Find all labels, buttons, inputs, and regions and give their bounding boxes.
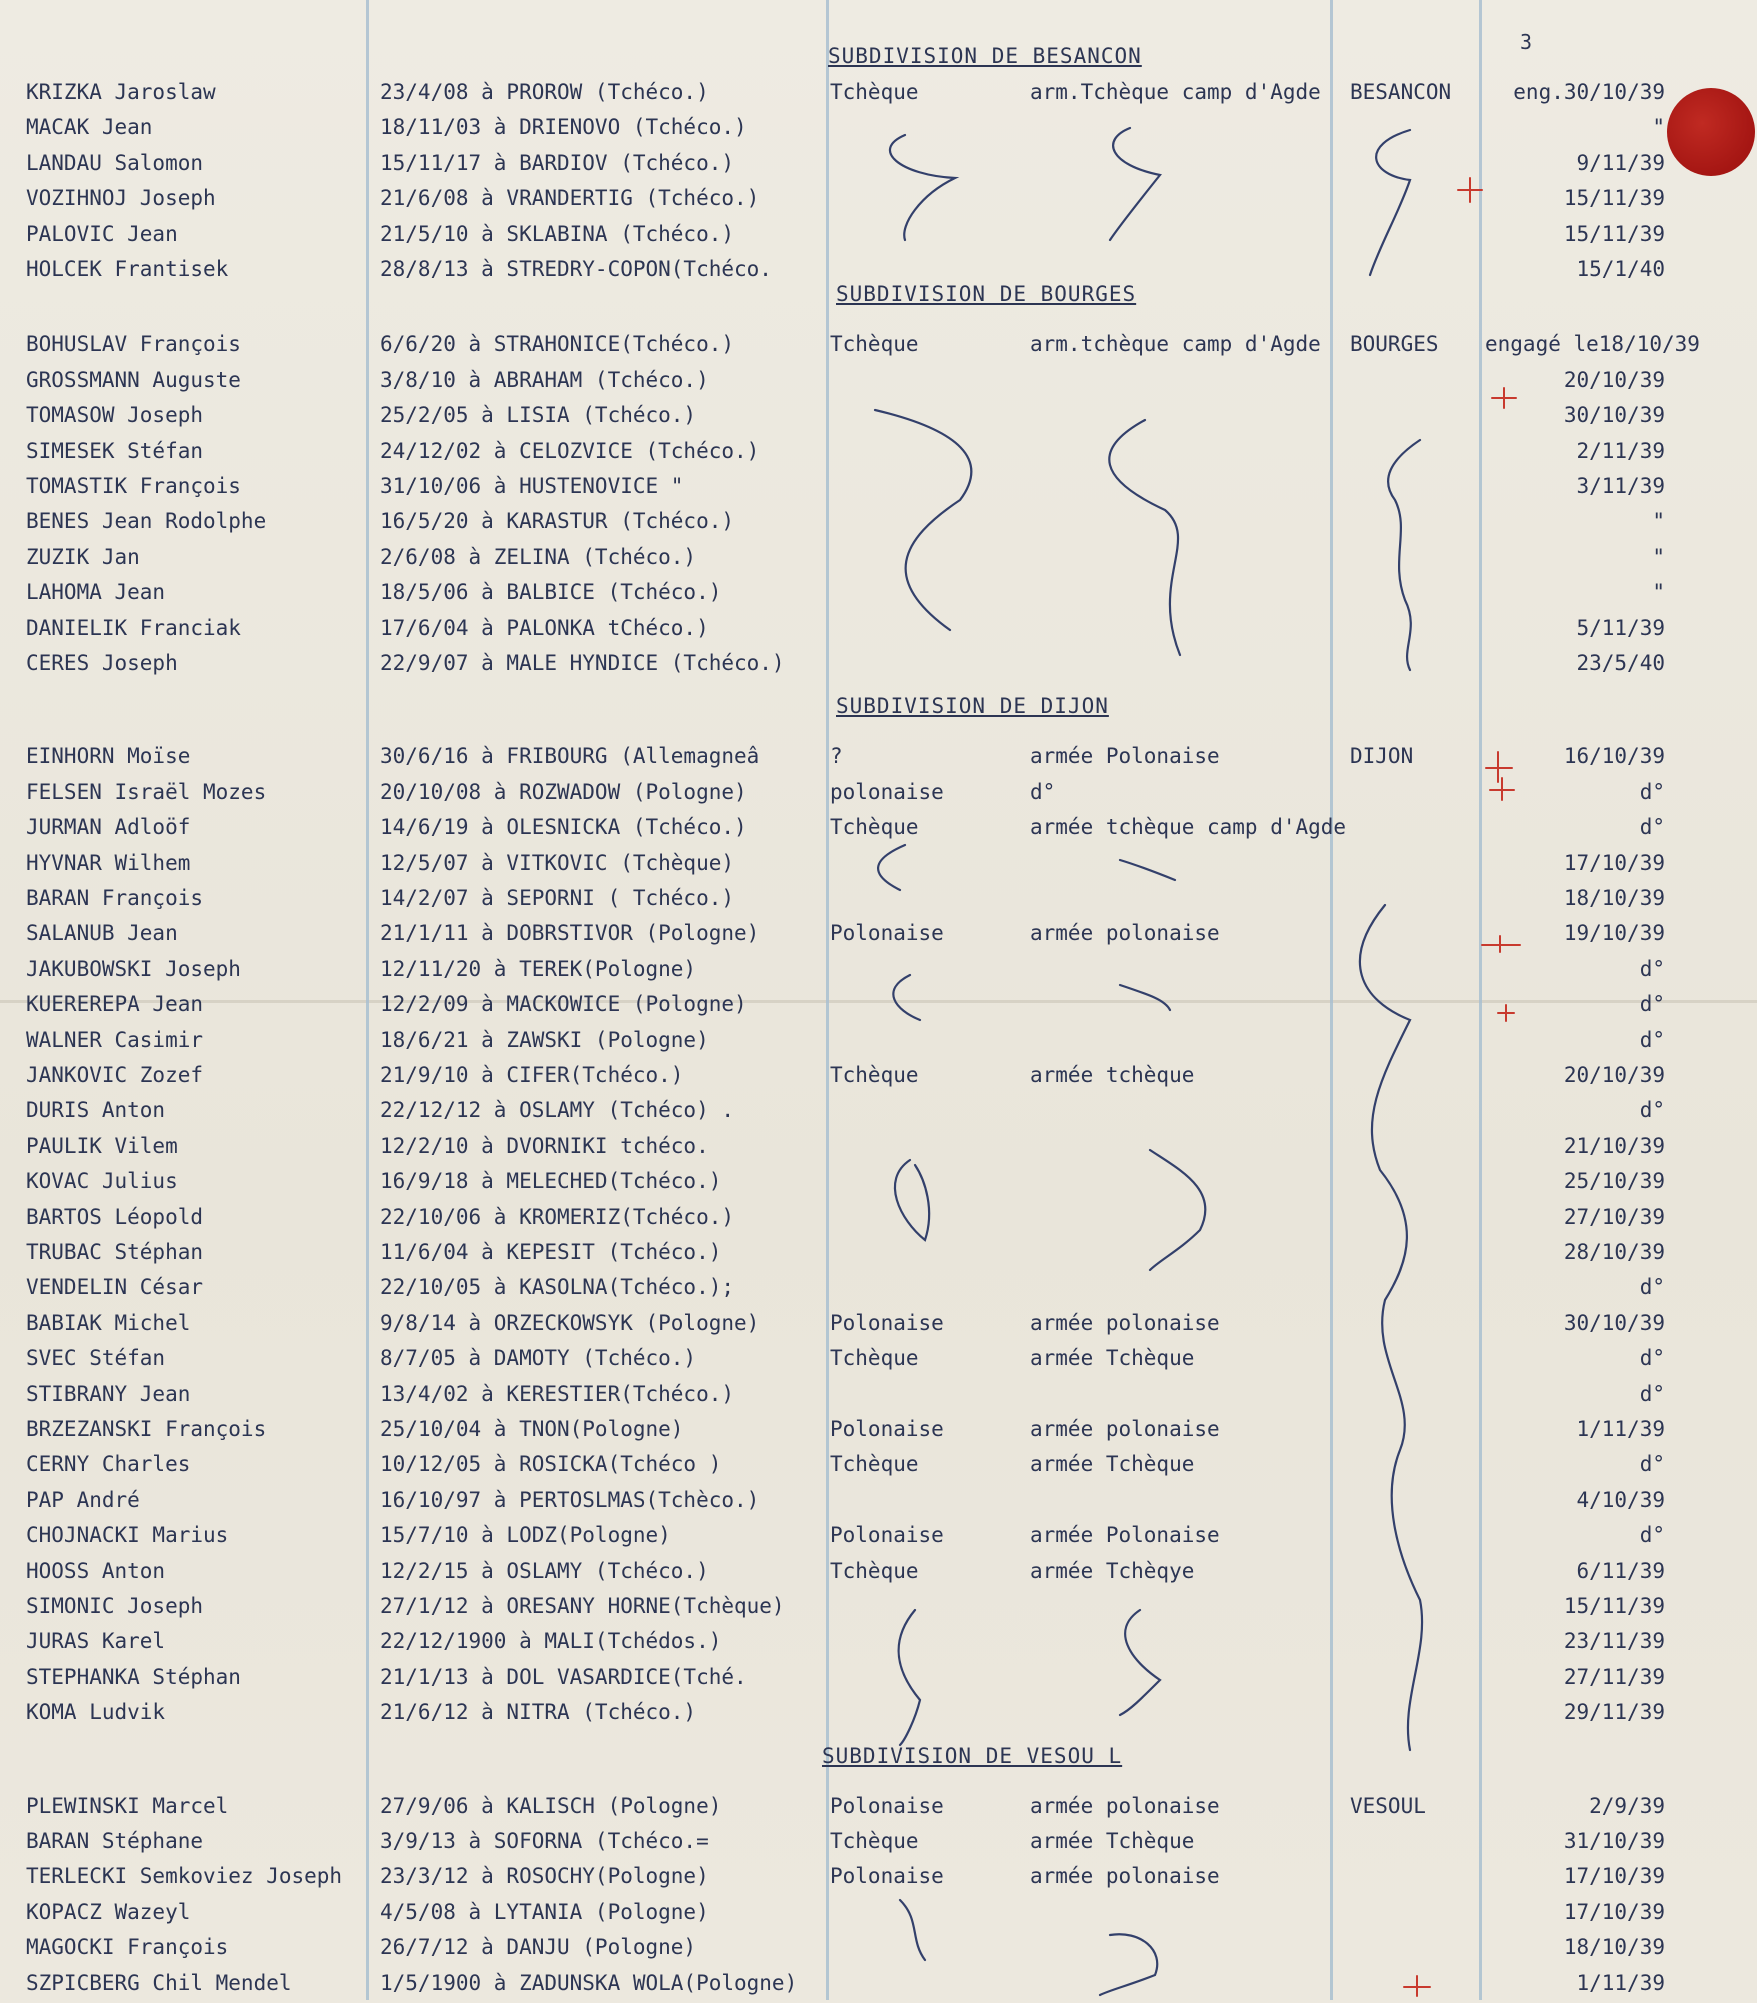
enlistment-date: d° [1639,992,1665,1016]
enlistment-date: 28/10/39 [1563,1240,1665,1264]
person-name: JAKUBOWSKI Joseph [26,957,241,981]
army-assignment: armée polonaise [1030,1417,1220,1441]
enlistment-date: 6/11/39 [1576,1559,1665,1583]
nationality: Tchèque [830,1829,919,1853]
person-name: BARAN Stéphane [26,1829,204,1853]
nationality: Polonaise [830,1311,944,1335]
birth-info: 30/6/16 à FRIBOURG (Allemagneâ [380,744,760,768]
ditto-squiggle [1388,440,1420,670]
person-name: FELSEN Israël Mozes [26,780,267,804]
person-name: BARTOS Léopold [26,1205,204,1229]
enlistment-date: 19/10/39 [1563,921,1665,945]
enlistment-date: " [1652,545,1665,569]
ditto-squiggle [1100,1934,1157,1995]
person-name: KUEREREPA Jean [26,992,204,1016]
person-name: SALANUB Jean [26,921,178,945]
birth-info: 22/12/1900 à MALI(Tchédos.) [380,1629,722,1653]
birth-info: 17/6/04 à PALONKA tChéco.) [380,616,709,640]
person-name: BRZEZANSKI François [26,1417,267,1441]
enlistment-date: 1/11/39 [1576,1971,1665,1995]
enlistment-date: d° [1639,1098,1665,1122]
birth-info: 21/5/10 à SKLABINA (Tchéco.) [380,222,735,246]
enlistment-date: 15/11/39 [1563,186,1665,210]
person-name: PALOVIC Jean [26,222,178,246]
person-name: CHOJNACKI Marius [26,1523,229,1547]
army-assignment: armée Polonaise [1030,744,1220,768]
birth-info: 12/2/10 à DVORNIKI tchéco. [380,1134,709,1158]
birth-info: 25/10/04 à TNON(Pologne) [380,1417,684,1441]
person-name: VENDELIN César [26,1275,204,1299]
nationality: Tchèque [830,1559,919,1583]
nationality: Tchèque [830,1452,919,1476]
birth-info: 28/8/13 à STREDRY-COPON(Tchéco. [380,257,772,281]
army-assignment: armée tchèque camp d'Agde [1030,815,1347,839]
birth-info: 12/2/09 à MACKOWICE (Pologne) [380,992,747,1016]
person-name: HOLCEK Frantisek [26,257,229,281]
section-header: SUBDIVISION DE VESOU L [822,1743,1123,1768]
army-assignment: armée Polonaise [1030,1523,1220,1547]
enlistment-date: " [1652,509,1665,533]
birth-info: 18/5/06 à BALBICE (Tchéco.) [380,580,722,604]
enlistment-date: eng.30/10/39 [1513,80,1665,104]
enlistment-date: 18/10/39 [1563,1935,1665,1959]
person-name: HYVNAR Wilhem [26,851,191,875]
person-name: KOVAC Julius [26,1169,178,1193]
birth-info: 21/1/11 à DOBRSTIVOR (Pologne) [380,921,760,945]
enlistment-date: 3/11/39 [1576,474,1665,498]
nationality: Tchèque [830,80,919,104]
birth-info: 22/10/06 à KROMERIZ(Tchéco.) [380,1205,735,1229]
enlistment-date: " [1652,115,1665,139]
person-name: PAULIK Vilem [26,1134,178,1158]
person-name: TERLECKI Semkoviez Joseph [26,1864,343,1888]
enlistment-date: d° [1639,957,1665,981]
ditto-squiggle [895,1160,929,1240]
red-cross-mark [1486,752,1512,782]
enlistment-date: 15/11/39 [1563,222,1665,246]
birth-info: 1/5/1900 à ZADUNSKA WOLA(Pologne) [380,1971,798,1995]
page-number: 3 [1520,30,1533,54]
enlistment-date: 16/10/39 [1563,744,1665,768]
birth-info: 24/12/02 à CELOZVICE (Tchéco.) [380,439,760,463]
birth-info: 15/7/10 à LODZ(Pologne) [380,1523,671,1547]
birth-info: 23/3/12 à ROSOCHY(Pologne) [380,1864,709,1888]
enlistment-date: 21/10/39 [1563,1134,1665,1158]
enlistment-date: 15/11/39 [1563,1594,1665,1618]
army-assignment: armée Tchèqye [1030,1559,1195,1583]
nationality: Tchèque [830,1346,919,1370]
person-name: JURAS Karel [26,1629,166,1653]
enlistment-date: 31/10/39 [1563,1829,1665,1853]
enlistment-date: 17/10/39 [1563,1900,1665,1924]
subdivision-city: VESOUL [1350,1794,1426,1818]
birth-info: 25/2/05 à LISIA (Tchéco.) [380,403,697,427]
nationality: polonaise [830,780,944,804]
birth-info: 14/2/07 à SEPORNI ( Tchéco.) [380,886,735,910]
army-assignment: armée polonaise [1030,1794,1220,1818]
red-cross-mark [1498,1005,1514,1021]
nationality: Polonaise [830,1417,944,1441]
birth-info: 16/5/20 à KARASTUR (Tchéco.) [380,509,735,533]
enlistment-date: 5/11/39 [1576,616,1665,640]
birth-info: 21/6/12 à NITRA (Tchéco.) [380,1700,697,1724]
birth-info: 16/10/97 à PERTOSLMAS(Tchèco.) [380,1488,760,1512]
enlistment-date: 20/10/39 [1563,1063,1665,1087]
nationality: Polonaise [830,1794,944,1818]
person-name: LAHOMA Jean [26,580,166,604]
birth-info: 21/6/08 à VRANDERTIG (Tchéco.) [380,186,760,210]
ditto-squiggle [878,845,905,890]
subdivision-city: BESANCON [1350,80,1452,104]
person-name: SIMESEK Stéfan [26,439,204,463]
ditto-squiggle [1120,1610,1160,1715]
red-cross-mark [1490,778,1514,800]
birth-info: 21/9/10 à CIFER(Tchéco.) [380,1063,684,1087]
person-name: JANKOVIC Zozef [26,1063,204,1087]
army-assignment: armée polonaise [1030,1311,1220,1335]
army-assignment: armée tchèque [1030,1063,1195,1087]
enlistment-date: 15/1/40 [1576,257,1665,281]
ditto-squiggle [1110,128,1160,240]
person-name: WALNER Casimir [26,1028,204,1052]
enlistment-date: 2/9/39 [1589,1794,1665,1818]
enlistment-date: 30/10/39 [1563,1311,1665,1335]
birth-info: 14/6/19 à OLESNICKA (Tchéco.) [380,815,747,839]
birth-info: 18/6/21 à ZAWSKI (Pologne) [380,1028,709,1052]
ditto-squiggle [1360,905,1422,1750]
army-assignment: armée Tchèque [1030,1346,1195,1370]
ditto-squiggle [893,975,920,1020]
enlistment-date: 1/11/39 [1576,1417,1665,1441]
nationality: Tchèque [830,815,919,839]
enlistment-date: 17/10/39 [1563,1864,1665,1888]
enlistment-date: d° [1639,1382,1665,1406]
person-name: EINHORN Moïse [26,744,191,768]
birth-info: 3/8/10 à ABRAHAM (Tchéco.) [380,368,709,392]
birth-info: 3/9/13 à SOFORNA (Tchéco.= [380,1829,709,1853]
ditto-squiggle [890,135,955,240]
person-name: TRUBAC Stéphan [26,1240,204,1264]
person-name: MAGOCKI François [26,1935,229,1959]
person-name: KRIZKA Jaroslaw [26,80,216,104]
birth-info: 10/12/05 à ROSICKA(Tchéco ) [380,1452,722,1476]
person-name: CERES Joseph [26,651,178,675]
nationality: Polonaise [830,1523,944,1547]
birth-info: 26/7/12 à DANJU (Pologne) [380,1935,697,1959]
person-name: DANIELIK Franciak [26,616,241,640]
birth-info: 12/11/20 à TEREK(Pologne) [380,957,697,981]
person-name: TOMASOW Joseph [26,403,204,427]
ditto-squiggle [1370,130,1410,275]
red-cross-mark [1482,936,1520,952]
enlistment-date: 27/11/39 [1563,1665,1665,1689]
enlistment-date: 23/11/39 [1563,1629,1665,1653]
birth-info: 27/9/06 à KALISCH (Pologne) [380,1794,722,1818]
army-assignment: armée Tchèque [1030,1829,1195,1853]
enlistment-date: 29/11/39 [1563,1700,1665,1724]
nationality: Tchèque [830,1063,919,1087]
person-name: HOOSS Anton [26,1559,166,1583]
person-name: VOZIHNOJ Joseph [26,186,216,210]
army-assignment: armée polonaise [1030,921,1220,945]
nationality: Polonaise [830,1864,944,1888]
person-name: BABIAK Michel [26,1311,191,1335]
enlistment-date: d° [1639,780,1665,804]
enlistment-date: d° [1639,1346,1665,1370]
person-name: BOHUSLAV François [26,332,241,356]
enlistment-date: d° [1639,1523,1665,1547]
army-assignment: arm.Tchèque camp d'Agde [1030,80,1321,104]
person-name: MACAK Jean [26,115,153,139]
enlistment-date: " [1652,580,1665,604]
birth-info: 27/1/12 à ORESANY HORNE(Tchèque) [380,1594,785,1618]
enlistment-date: 9/11/39 [1576,151,1665,175]
ditto-squiggle [900,1900,925,1960]
birth-info: 6/6/20 à STRAHONICE(Tchéco.) [380,332,735,356]
nationality: Tchèque [830,332,919,356]
section-header: SUBDIVISION DE DIJON [836,694,1109,719]
enlistment-date: 2/11/39 [1576,439,1665,463]
birth-info: 31/10/06 à HUSTENOVICE " [380,474,684,498]
birth-info: 11/6/04 à KEPESIT (Tchéco.) [380,1240,722,1264]
enlistment-date: d° [1639,1452,1665,1476]
person-name: JURMAN Adloöf [26,815,191,839]
birth-info: 12/5/07 à VITKOVIC (Tchèque) [380,851,735,875]
ditto-squiggle [875,410,971,630]
enlistment-date: engagé le18/10/39 [1485,332,1700,356]
enlistment-date: 20/10/39 [1563,368,1665,392]
person-name: LANDAU Salomon [26,151,204,175]
enlistment-date: 25/10/39 [1563,1169,1665,1193]
section-header: SUBDIVISION DE BESANCON [828,44,1142,68]
birth-info: 2/6/08 à ZELINA (Tchéco.) [380,545,697,569]
birth-info: 12/2/15 à OSLAMY (Tchéco.) [380,1559,709,1583]
person-name: KOPACZ Wazeyl [26,1900,191,1924]
enlistment-date: 23/5/40 [1576,651,1665,675]
birth-info: 22/10/05 à KASOLNA(Tchéco.); [380,1275,735,1299]
birth-info: 4/5/08 à LYTANIA (Pologne) [380,1900,709,1924]
birth-info: 9/8/14 à ORZECKOWSYK (Pologne) [380,1311,760,1335]
birth-info: 22/12/12 à OSLAMY (Tchéco) . [380,1098,735,1122]
red-cross-mark [1404,1976,1430,1996]
birth-info: 18/11/03 à DRIENOVO (Tchéco.) [380,115,747,139]
person-name: TOMASTIK François [26,474,241,498]
ditto-squiggle [1109,420,1180,655]
section-header: SUBDIVISION DE BOURGES [836,282,1137,307]
birth-info: 16/9/18 à MELECHED(Tchéco.) [380,1169,722,1193]
army-assignment: d° [1030,780,1056,804]
nationality: ? [830,744,843,768]
birth-info: 23/4/08 à PROROW (Tchéco.) [380,80,709,104]
person-name: SIMONIC Joseph [26,1594,204,1618]
enlistment-date: 17/10/39 [1563,851,1665,875]
birth-info: 20/10/08 à ROZWADOW (Pologne) [380,780,747,804]
ditto-squiggle [1120,860,1175,880]
red-cross-mark [1492,388,1516,408]
enlistment-date: 27/10/39 [1563,1205,1665,1229]
ditto-squiggle [1120,985,1170,1010]
person-name: ZUZIK Jan [26,545,140,569]
enlistment-date: d° [1639,1028,1665,1052]
birth-info: 22/9/07 à MALE HYNDICE (Tchéco.) [380,651,785,675]
person-name: PLEWINSKI Marcel [26,1794,229,1818]
enlistment-date: d° [1639,1275,1665,1299]
enlistment-date: 18/10/39 [1563,886,1665,910]
subdivision-city: BOURGES [1350,332,1439,356]
nationality: Polonaise [830,921,944,945]
person-name: BENES Jean Rodolphe [26,509,267,533]
ditto-squiggle [1150,1150,1205,1270]
person-name: CERNY Charles [26,1452,191,1476]
enlistment-date: d° [1639,815,1665,839]
person-name: PAP André [26,1488,140,1512]
birth-info: 13/4/02 à KERESTIER(Tchéco.) [380,1382,735,1406]
person-name: STIBRANY Jean [26,1382,191,1406]
subdivision-city: DIJON [1350,744,1414,768]
person-name: GROSSMANN Auguste [26,368,241,392]
person-name: KOMA Ludvik [26,1700,166,1724]
enlistment-date: 4/10/39 [1576,1488,1665,1512]
enlistment-date: 30/10/39 [1563,403,1665,427]
birth-info: 8/7/05 à DAMOTY (Tchéco.) [380,1346,697,1370]
birth-info: 21/1/13 à DOL VASARDICE(Tché. [380,1665,747,1689]
person-name: DURIS Anton [26,1098,166,1122]
person-name: BARAN François [26,886,204,910]
army-assignment: armée Tchèque [1030,1452,1195,1476]
person-name: SVEC Stéfan [26,1346,166,1370]
ditto-squiggle [899,1610,920,1745]
army-assignment: armée polonaise [1030,1864,1220,1888]
army-assignment: arm.tchèque camp d'Agde [1030,332,1321,356]
person-name: SZPICBERG Chil Mendel [26,1971,292,1995]
birth-info: 15/11/17 à BARDIOV (Tchéco.) [380,151,735,175]
red-cross-mark [1458,178,1482,202]
person-name: STEPHANKA Stéphan [26,1665,241,1689]
